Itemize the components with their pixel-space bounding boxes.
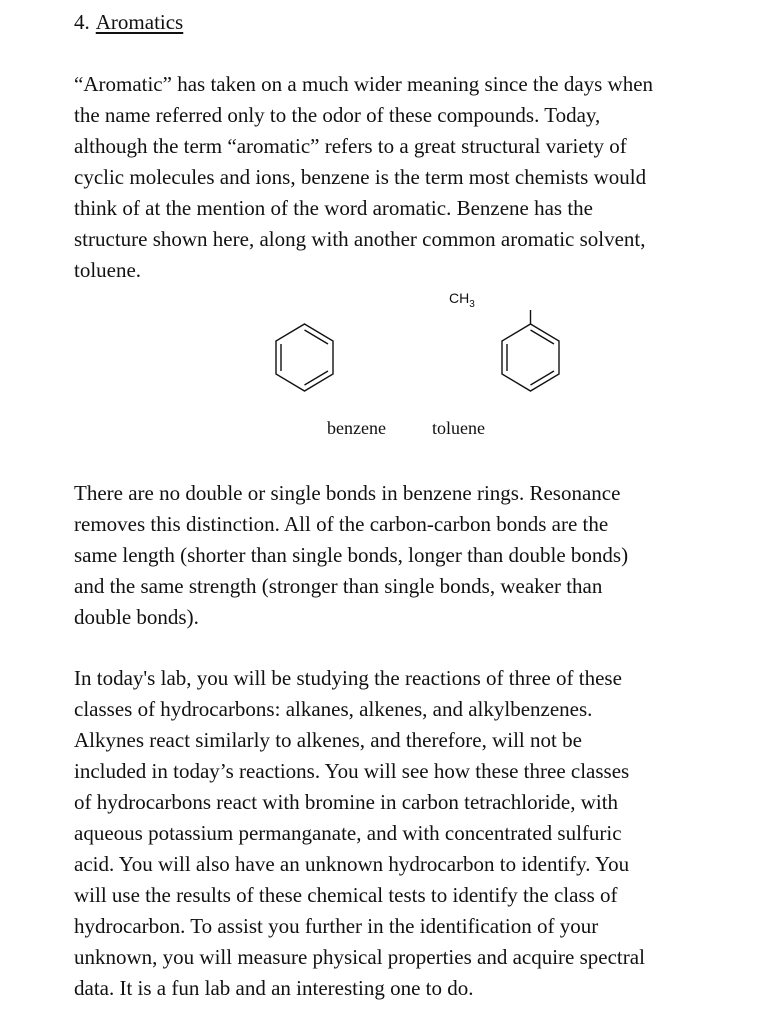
benzene-double-bond xyxy=(305,371,329,385)
text-line: think of at the mention of the word aromatic. Benzene has the xyxy=(74,196,594,220)
text-line: unknown, you will measure physical properties and acquire spectral xyxy=(74,945,645,969)
text-line: and the same strength (stronger than single bonds, weaker than xyxy=(74,574,603,598)
methyl-label-subscript: 3 xyxy=(469,299,475,310)
text-line: classes of hydrocarbons: alkanes, alkenes, and alkylbenzenes. xyxy=(74,697,593,721)
section-number: 4. xyxy=(74,10,90,34)
section-heading xyxy=(74,8,183,36)
toluene-structure xyxy=(502,310,559,391)
section-title: Aromatics xyxy=(95,10,184,34)
text-line: included in today’s reactions. You will see how these three classes xyxy=(74,759,630,783)
benzene-ring xyxy=(276,324,333,391)
text-line: “Aromatic” has taken on a much wider meaning since the days when xyxy=(74,72,654,96)
text-line: In today's lab, you will be studying the reactions of three of these xyxy=(74,666,622,690)
text-line: There are no double or single bonds in benzene rings. Resonance xyxy=(74,481,621,505)
text-line: data. It is a fun lab and an interesting one to do. xyxy=(74,976,474,1000)
methyl-label-ch: CH xyxy=(449,290,470,306)
text-line: acid. You will also have an unknown hydrocarbon to identify. You xyxy=(74,852,630,876)
toluene-caption: toluene xyxy=(432,418,485,438)
benzene-structure xyxy=(276,324,333,391)
text-line: structure shown here, along with another common aromatic solvent, xyxy=(74,227,646,251)
text-line: will use the results of these chemical tests to identify the class of xyxy=(74,883,618,907)
text-line: aqueous potassium permanganate, and with concentrated sulfuric xyxy=(74,821,622,845)
text-line: the name referred only to the odor of these compounds. Today, xyxy=(74,103,601,127)
lab-paragraph xyxy=(74,663,724,1004)
text-line: of hydrocarbons react with bromine in carbon tetrachloride, with xyxy=(74,790,619,814)
resonance-paragraph xyxy=(74,478,724,633)
benzene-double-bond xyxy=(305,330,329,344)
text-line: removes this distinction. All of the carbon-carbon bonds are the xyxy=(74,512,609,536)
toluene-double-bond xyxy=(531,371,555,385)
intro-paragraph xyxy=(74,69,724,286)
text-line: although the term “aromatic” refers to a great structural variety of xyxy=(74,134,627,158)
text-line: toluene. xyxy=(74,258,142,282)
benzene-caption: benzene xyxy=(327,418,386,438)
toluene-ring xyxy=(502,324,559,391)
text-line: same length (shorter than single bonds, longer than double bonds) xyxy=(74,543,629,567)
methyl-label xyxy=(449,290,475,310)
text-line: Alkynes react similarly to alkenes, and therefore, will not be xyxy=(74,728,582,752)
text-line: double bonds). xyxy=(74,605,199,629)
text-line: cyclic molecules and ions, benzene is the term most chemists would xyxy=(74,165,647,189)
toluene-double-bond xyxy=(531,330,555,344)
text-line: hydrocarbon. To assist you further in the identification of your xyxy=(74,914,599,938)
